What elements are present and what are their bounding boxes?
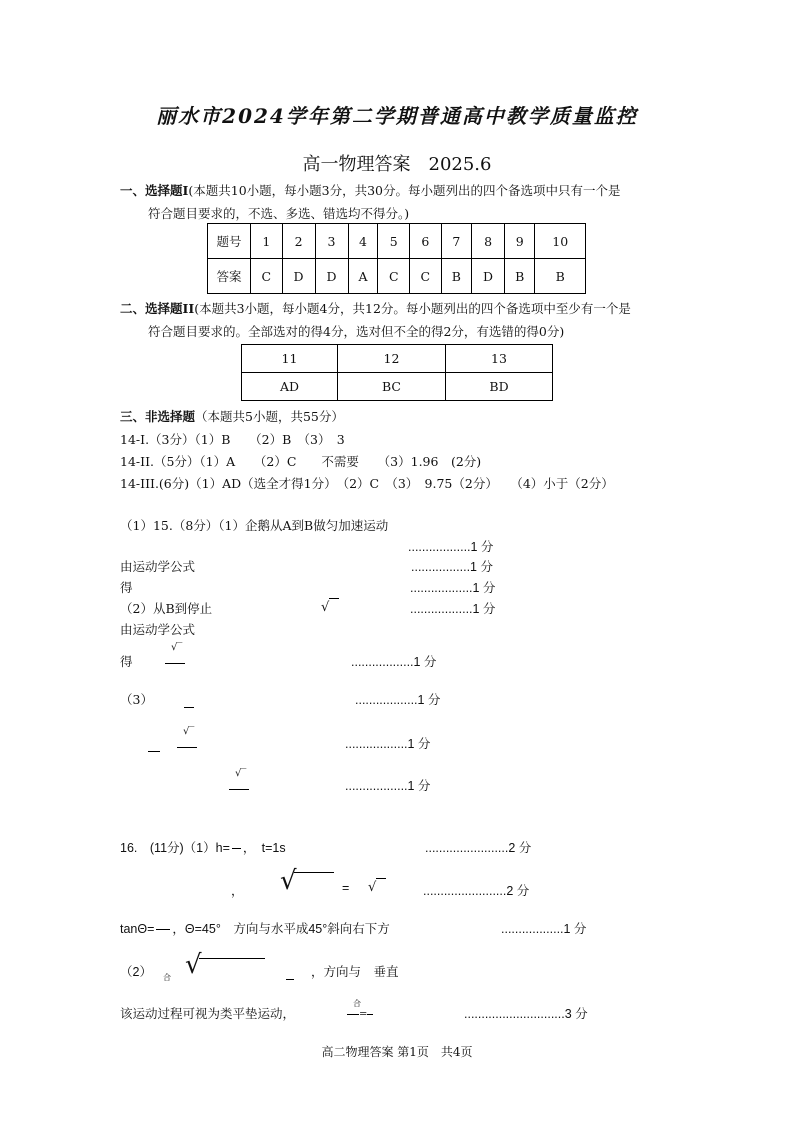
question-number: 13 bbox=[446, 345, 553, 373]
q16-points: ........................2 分 bbox=[425, 841, 532, 855]
sqrt-bar bbox=[199, 958, 265, 959]
document-title: 丽水市2024学年第二学期普通高中教学质量监控 bbox=[156, 104, 638, 128]
fraction-sqrt: √‾ bbox=[177, 726, 197, 756]
q16-line4a: （2） bbox=[120, 965, 152, 979]
answer-cell: B bbox=[441, 259, 471, 294]
fraction-bar bbox=[286, 969, 294, 988]
q16-line3b: ，Θ=45° 方向与水平成45°斜向右下方 bbox=[172, 922, 390, 936]
section1-answer-table bbox=[207, 223, 586, 294]
fraction-sqrt: √‾ bbox=[165, 642, 185, 672]
q14-part3: 14-III.(6分)（1）AD（选全才得1分） （2）C （3） 9.75（2分） （4）小于（2分） bbox=[120, 476, 614, 491]
section1-desc-line1: (本题共10小题，每小题3分，共30分。每小题列出的四个备选项中只有一个是 bbox=[188, 183, 621, 198]
fraction-bar bbox=[184, 697, 194, 716]
q15-line2: 由运动学公式 bbox=[120, 559, 196, 574]
q15-points: ..................1 分 bbox=[351, 655, 437, 669]
answer-cell: C bbox=[378, 259, 410, 294]
question-number: 7 bbox=[441, 224, 471, 259]
q14-part2: 14-II.（5分）（1）A （2）C 不需要 （3）1.96 (2分) bbox=[120, 454, 482, 469]
q16-points: ........................2 分 bbox=[423, 884, 530, 898]
q16-line1b: ， t=1s bbox=[242, 841, 286, 855]
q15-line7: （3） bbox=[120, 692, 153, 707]
question-number: 1 bbox=[251, 224, 283, 259]
question-number: 3 bbox=[315, 224, 348, 259]
answer-cell: B bbox=[535, 259, 586, 294]
q15-points: ..................1 分 bbox=[345, 779, 431, 793]
sqrt-symbol: √ bbox=[280, 866, 297, 896]
section2-desc-line2: 符合题目要求的。全部选对的得4分，选对但不全的得2分，有选错的得0分) bbox=[148, 324, 565, 339]
document-subtitle: 高一物理答案 2025.6 bbox=[302, 154, 492, 175]
fraction-bar bbox=[156, 929, 170, 930]
section2-line1 bbox=[120, 299, 631, 317]
q16-comma: ， bbox=[231, 884, 244, 898]
table-row bbox=[242, 345, 553, 373]
question-number: 2 bbox=[282, 224, 315, 259]
answer-cell: AD bbox=[242, 373, 338, 401]
answer-cell: A bbox=[348, 259, 378, 294]
fraction-bar bbox=[148, 741, 160, 760]
section1-heading: 一、选择题I bbox=[120, 183, 189, 198]
q16-points: .............................3 分 bbox=[464, 1007, 588, 1021]
answer-cell: D bbox=[472, 259, 505, 294]
section1-desc-line2: 符合题目要求的，不选、多选、错选均不得分。) bbox=[148, 206, 410, 221]
q15-points: ..................1 分 bbox=[408, 540, 494, 554]
q15-line1: （1）15.（8分）（1）企鹅从A到B做匀加速运动 bbox=[120, 518, 389, 533]
q16-line3a: tanΘ= bbox=[120, 922, 155, 936]
page-footer: 高二物理答案 第1页 共4页 bbox=[321, 1045, 473, 1059]
q15-line3: 得 bbox=[120, 580, 133, 595]
fraction-he: 合 = bbox=[347, 998, 373, 1020]
answer-cell: B bbox=[505, 259, 535, 294]
q16-line5: 该运动过程可视为类平垫运动， bbox=[120, 1006, 296, 1021]
section3-heading: 三、非选择题 bbox=[120, 409, 196, 424]
question-number: 12 bbox=[338, 345, 446, 373]
question-number: 11 bbox=[242, 345, 338, 373]
question-number: 6 bbox=[410, 224, 442, 259]
sqrt-symbol: √ bbox=[185, 950, 202, 980]
section1-line1 bbox=[120, 181, 621, 199]
question-number: 8 bbox=[472, 224, 505, 259]
row-label: 题号 bbox=[208, 224, 251, 259]
q15-points: .................1 分 bbox=[411, 560, 493, 574]
q16-equals: = bbox=[342, 881, 350, 895]
fraction-bar bbox=[232, 848, 241, 849]
q15-points: ..................1 分 bbox=[410, 602, 496, 616]
q16-line3 bbox=[120, 919, 390, 937]
q15-points: ..................1 分 bbox=[355, 693, 441, 707]
question-number: 5 bbox=[378, 224, 410, 259]
q14-part1: 14-I.（3分）（1）B （2）B （3） 3 bbox=[120, 432, 345, 447]
section3-line bbox=[120, 407, 344, 425]
q15-points: ..................1 分 bbox=[410, 581, 496, 595]
section2-desc-line1: (本题共3小题，每小题4分，共12分。每小题列出的四个备选项中至少有一个是 bbox=[194, 301, 631, 316]
sqrt-symbol: √ bbox=[321, 596, 339, 615]
answer-cell: BC bbox=[338, 373, 446, 401]
sqrt-bar bbox=[294, 872, 334, 873]
q16-points: ..................1 分 bbox=[501, 922, 587, 936]
question-number: 4 bbox=[348, 224, 378, 259]
q16-line1 bbox=[120, 838, 286, 856]
q15-line4: （2）从B到停止 bbox=[120, 601, 213, 616]
section2-heading: 二、选择题II bbox=[120, 301, 195, 316]
q16-line4b: ，方向与 垂直 bbox=[311, 965, 399, 979]
table-row bbox=[208, 259, 586, 294]
subscript-he: 合 bbox=[163, 973, 171, 982]
question-number: 9 bbox=[505, 224, 535, 259]
q15-line5: 由运动学公式 bbox=[120, 622, 196, 637]
answer-cell: D bbox=[282, 259, 315, 294]
sqrt-symbol: √ bbox=[368, 876, 386, 895]
section3-desc: （本题共5小题，共55分） bbox=[195, 409, 344, 424]
table-row bbox=[242, 373, 553, 401]
answer-cell: BD bbox=[446, 373, 553, 401]
section2-answer-table bbox=[241, 344, 553, 401]
q16-line1a: 16. (11分)（1）h= bbox=[120, 841, 230, 855]
row-label: 答案 bbox=[208, 259, 251, 294]
q15-line6: 得 bbox=[120, 654, 133, 669]
answer-cell: D bbox=[315, 259, 348, 294]
fraction-sqrt: √‾ bbox=[229, 768, 249, 798]
question-number: 10 bbox=[535, 224, 586, 259]
answer-cell: C bbox=[410, 259, 442, 294]
answer-cell: C bbox=[251, 259, 283, 294]
table-row bbox=[208, 224, 586, 259]
q15-points: ..................1 分 bbox=[345, 737, 431, 751]
